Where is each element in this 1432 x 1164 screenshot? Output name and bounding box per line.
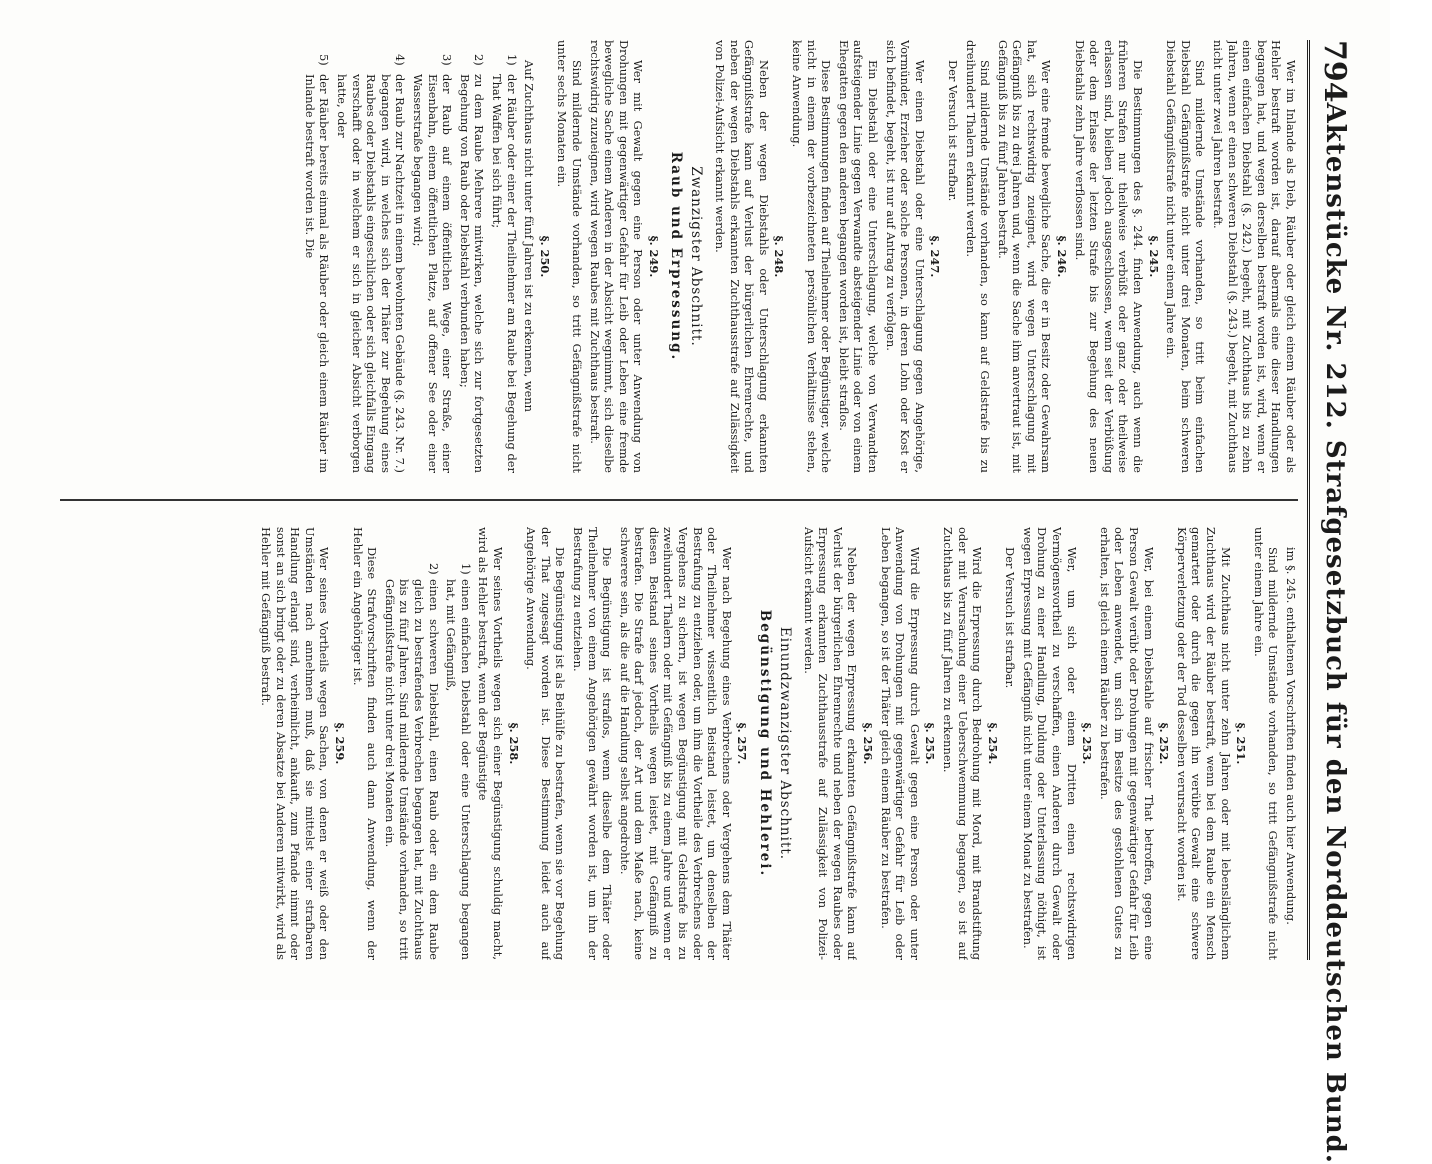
body-paragraph: Sind mildernde Umstände vorhanden, so kann auf Geldstrafe bis zu dreihundert Thalern erkannt werden. — [963, 40, 993, 473]
body-paragraph: Die Begünstigung ist straflos, wenn dieselbe dem Thäter oder Theilnehmer von einem Angehörigen gewährt worden ist, um ihn der Bestrafung zu entziehen. — [570, 527, 615, 960]
item-text: der Raub auf einem öffentlichen Wege, einer Straße, einer Eisenbahn, einem öffentlichen Platze, auf offener See oder einer Wasserstraße begangen wird; — [411, 74, 455, 473]
enumerated-item — [410, 40, 454, 473]
paragraph-number: §. 250. — [537, 235, 552, 278]
body-paragraph: Der Versuch ist strafbar. — [1003, 547, 1018, 689]
body-paragraph: Wer mit Gewalt gegen eine Person oder unter Anwendung von Drohungen mit gegenwärtiger Gefahr für Leib oder Leben eine fremde bewegliche Sache einem Anderen in der Absicht wegnimmt, sich dieselbe rechtswidrig zuzueignen, wird wegen Raubes mit Zuchthaus bestraft. — [587, 40, 646, 473]
body-paragraph: Wer, bei einem Diebstahle auf frischer That betroffen, gegen eine Person Gewalt verübt oder Drohungen mit gegenwärtiger Gefahr für Leib oder Leben anwendet, um sich im Besitze des gestohlenen Gutes zu erhalten, ist gleich einem Räuber zu bestrafen. — [1097, 527, 1156, 960]
text-columns — [60, 40, 1298, 960]
enumerated-item — [334, 40, 407, 473]
body-paragraph: Wer seines Vortheils wegen sich einer Begünstigung schuldig macht, wird als Hehler bestraft, wenn der Begünstigte — [476, 527, 505, 960]
item-number: 5) — [317, 54, 332, 66]
body-paragraph: Sind mildernde Umstände vorhanden, so tritt Gefängnißstrafe nicht unter einem Jahre ein. — [1251, 527, 1281, 960]
body-paragraph: Mit Zuchthaus nicht unter zehn Jahren oder mit lebenslänglichem Zuchthaus wird der Räuber bestraft, wenn bei dem Raube ein Mensch gemartert oder durch die gegen ihn verübte Gewalt eine schwere Körperverletzung oder der Tod desselben verursacht worden ist. — [1174, 527, 1233, 960]
item-number: 1) — [504, 54, 519, 66]
item-text: einen schweren Diebstahl, einen Raub oder ein dem Raube gleich zu bestrafendes Verbrechen begangen hat, mit Zuchthaus bis zu fünf Jahren. Sind mildernde Umstände vorhanden, so tritt Gefängnißstrafe nicht unter drei Monaten ein. — [382, 579, 441, 960]
body-paragraph: Sind mildernde Umstände vorhanden, so tritt beim einfachen Diebstahl Gefängnißstrafe nicht unter drei Monaten, beim schweren Diebstahl Gefängnißstrafe nicht unter einem Jahre ein. — [1164, 40, 1208, 473]
item-text: der Raub zur Nachtzeit in einem bewohnten Gebäude (§. 243. Nr. 7.) begangen wird, in welches sich der Thäter zur Begehung eines Raubes oder Diebstahls eingeschlichen oder sich gleichfalls Eingang verschafft oder in welchem er sich in gleicher Absicht verborgen hatte, oder — [335, 74, 408, 473]
body-paragraph: im §. 245. enthaltenen Vorschriften finden auch hier Anwendung. — [1284, 547, 1298, 925]
body-paragraph: Ein Diebstahl oder eine Unterschlagung, welche von Verwandten aufsteigender Linie gegen Verwandte absteigender Linie oder von einem Ehegatten gegen den anderen begangen worden ist, bleibt straflos. — [836, 40, 880, 473]
page-number: 794 — [1317, 40, 1353, 103]
paragraph-number: §. 255. — [923, 722, 938, 765]
body-paragraph: Neben der wegen Diebstahls oder Unterschlagung erkannten Gefängnißstrafe kann auf Verlust der bürgerlichen Ehrenrechte, und neben der wegen Diebstahls erkannten Zuchthausstrafe auf Zulässigkeit von Polizei-Aufsicht erkannt werden. — [713, 40, 771, 473]
body-paragraph: Die Begünstigung ist als Beihülfe zu bestrafen, wenn sie vor Begehung der That zugesagt worden ist. Diese Bestimmung leidet auch auf Angehörige Anwendung. — [524, 527, 568, 960]
body-paragraph: Auf Zuchthaus nicht unter fünf Jahren ist zu erkennen, wenn — [522, 60, 537, 413]
enumerated-item — [444, 527, 473, 960]
paragraph-number: §. 257. — [735, 722, 750, 765]
body-paragraph: Wer, um sich oder einem Dritten einen rechtswidrigen Vermögensvortheil zu verschaffen, einen Anderen durch Gewalt oder Drohung zu einer Handlung, Duldung oder Unterlassung nöthigt, ist wegen Erpressung mit Gefängniß nicht unter einem Monat zu bestrafen. — [1020, 527, 1079, 960]
body-paragraph: Wer eine fremde bewegliche Sache, die er in Besitz oder Gewahrsam hat, sich rechtswidrig zueignet, wird wegen Unterschlagung mit Gefängniß bis zu drei Jahren und, wenn die Sache ihm anvertraut ist, mit Gefängniß bis zu fünf Jahren bestraft. — [995, 40, 1054, 473]
paragraph-number: §. 245. — [1146, 235, 1161, 278]
right-column — [60, 527, 1298, 960]
body-paragraph: Diese Strafvorschriften finden auch dann Anwendung, wenn der Hehler ein Angehöriger ist. — [350, 527, 380, 960]
body-paragraph: Diese Bestimmungen finden auf Theilnehmer oder Begünstiger, welche nicht in einem der vorbezeichneten persönlichen Verhältnisse stehen, keine Anwendung. — [790, 40, 834, 473]
item-text: einen einfachen Diebstahl oder eine Unterschlagung begangen hat, mit Gefängniß, — [444, 579, 473, 960]
body-paragraph: Wer einen Diebstahl oder eine Unterschlagung gegen Angehörige, Vormünder, Erzieher oder solche Personen, in deren Lohn oder Kost er sich befindet, begeht, ist nur auf Antrag zu verfolgen. — [883, 40, 927, 473]
body-paragraph: Wer nach Begehung eines Verbrechens oder Vergehens dem Thäter oder Theilnehmer wissentlich Beistand leistet, um denselben der Bestrafung zu entziehen oder, um ihm die Vortheile des Verbrechens oder Vergehens zu sichern, ist wegen Begünstigung mit Geldstrafe bis zu zweihundert Thalern oder mit Gefängniß bis zu einem Jahre und wenn er diesen Beistand seines Vortheils wegen leistet, mit Gefängniß zu bestrafen. Die Strafe darf jedoch, der Art und dem Maße nach, keine schwerere sein, als die auf die Handlung selbst angedrohte. — [617, 527, 734, 960]
section-title: Raub und Erpressung. — [668, 151, 685, 362]
column-divider — [60, 499, 1298, 501]
section-heading: Zwanzigster Abschnitt. — [688, 166, 705, 347]
body-paragraph: Neben der wegen Erpressung erkannten Gefängnißstrafe kann auf Verlust der bürgerlichen Ehrenrechte und neben der wegen Raubes oder Erpressung erkannten Zuchthausstrafe auf Zulässigkeit von Polizei-Aufsicht erkannt werden. — [801, 527, 860, 960]
paragraph-number: §. 254. — [985, 722, 1000, 765]
paragraph-number: §. 258. — [506, 722, 521, 765]
page-header — [1307, 40, 1360, 1164]
enumerated-item — [489, 40, 518, 473]
body-paragraph: Sind mildernde Umstände vorhanden, so tritt Gefängnißstrafe nicht unter sechs Monaten ein. — [555, 40, 584, 473]
paragraph-number: §. 252. — [1157, 722, 1172, 765]
paragraph-number: §. 246. — [1055, 235, 1070, 278]
paragraph-number: §. 247. — [928, 235, 943, 278]
item-text: zu dem Raube Mehrere mitwirken, welche sich zur fortgesetzten Begehung von Raub oder Diebstahl verbunden haben; — [457, 74, 487, 473]
item-number: 2) — [472, 54, 487, 66]
paragraph-number: §. 249. — [646, 235, 661, 278]
body-paragraph: Wird die Erpressung durch Bedrohung mit Mord, mit Brandstiftung oder mit Verursachung einer Ueberschwemmung begangen, so ist auf Zuchthaus bis zu fünf Jahren zu erkennen. — [940, 527, 985, 960]
item-text: der Räuber oder einer der Theilnehmer am Raube bei Begehung der That Waffen bei sich führt; — [489, 74, 519, 473]
left-column — [60, 40, 1298, 473]
enumerated-item — [302, 40, 331, 473]
enumerated-item — [382, 527, 440, 960]
item-number: 2) — [426, 563, 441, 575]
body-paragraph: Die Bestimmungen des §. 244. finden Anwendung, auch wenn die früheren Strafen nur theilweise verbüßt oder ganz oder theilweise erlassen sind, bleiben jedoch ausgeschlossen, wenn seit der Verbüßung oder dem Erlasse der letzten Strafe bis zur Begehung des neuen Diebstahls zehn Jahre verflossen sind. — [1072, 40, 1146, 473]
item-number: 3) — [440, 54, 455, 66]
body-paragraph: Wird die Erpressung durch Gewalt gegen eine Person oder unter Anwendung von Drohungen mit gegenwärtiger Gefahr für Leib oder Leben begangen, so ist der Thäter gleich einem Räuber zu bestrafen. — [878, 527, 922, 960]
item-number: 4) — [393, 54, 408, 66]
body-paragraph: Wer im Inlande als Dieb, Räuber oder gleich einem Räuber oder als Hehler bestraft worden ist, darauf abermals eine dieser Handlungen begangen hat, und wegen derselben bestraft worden ist, wird, wenn er einen einfachen Diebstahl (§. 242.) begeht, mit Zuchthaus bis zu zehn Jahren, wenn er einen schweren Diebstahl (§. 243.) begeht, mit Zuchthaus nicht unter zwei Jahren bestraft. — [1211, 40, 1298, 473]
body-paragraph: Wer seines Vortheils wegen Sachen, von denen er weiß oder den Umständen nach annehmen muß, daß sie mittelst einer strafbaren Handlung erlangt sind, verheimlicht, ankauft, zum Pfande nimmt oder sonst an sich bringt oder zu deren Absatze bei Anderen mitwirkt, wird als Hehler mit Gefängniß bestraft. — [259, 527, 332, 960]
paragraph-number: §. 253. — [1080, 722, 1095, 765]
section-heading: Einundzwanzigster Abschnitt. — [777, 626, 793, 861]
item-text: der Räuber bereits einmal als Räuber oder gleich einem Räuber im Inlande bestraft worden ist. Die — [302, 74, 332, 473]
item-number: 1) — [458, 563, 473, 575]
enumerated-item — [457, 40, 486, 473]
paragraph-number: §. 259. — [333, 722, 348, 765]
paragraph-number: §. 256. — [860, 722, 875, 765]
body-paragraph: Der Versuch ist strafbar. — [945, 60, 960, 202]
paragraph-number: §. 251. — [1234, 722, 1249, 765]
running-title: Aktenstücke Nr. 212. Strafgesetzbuch für den Norddeutschen Bund. — [1320, 102, 1350, 1164]
paragraph-number: §. 248. — [772, 235, 787, 278]
section-title: Begünstigung und Hehlerei. — [756, 609, 773, 878]
